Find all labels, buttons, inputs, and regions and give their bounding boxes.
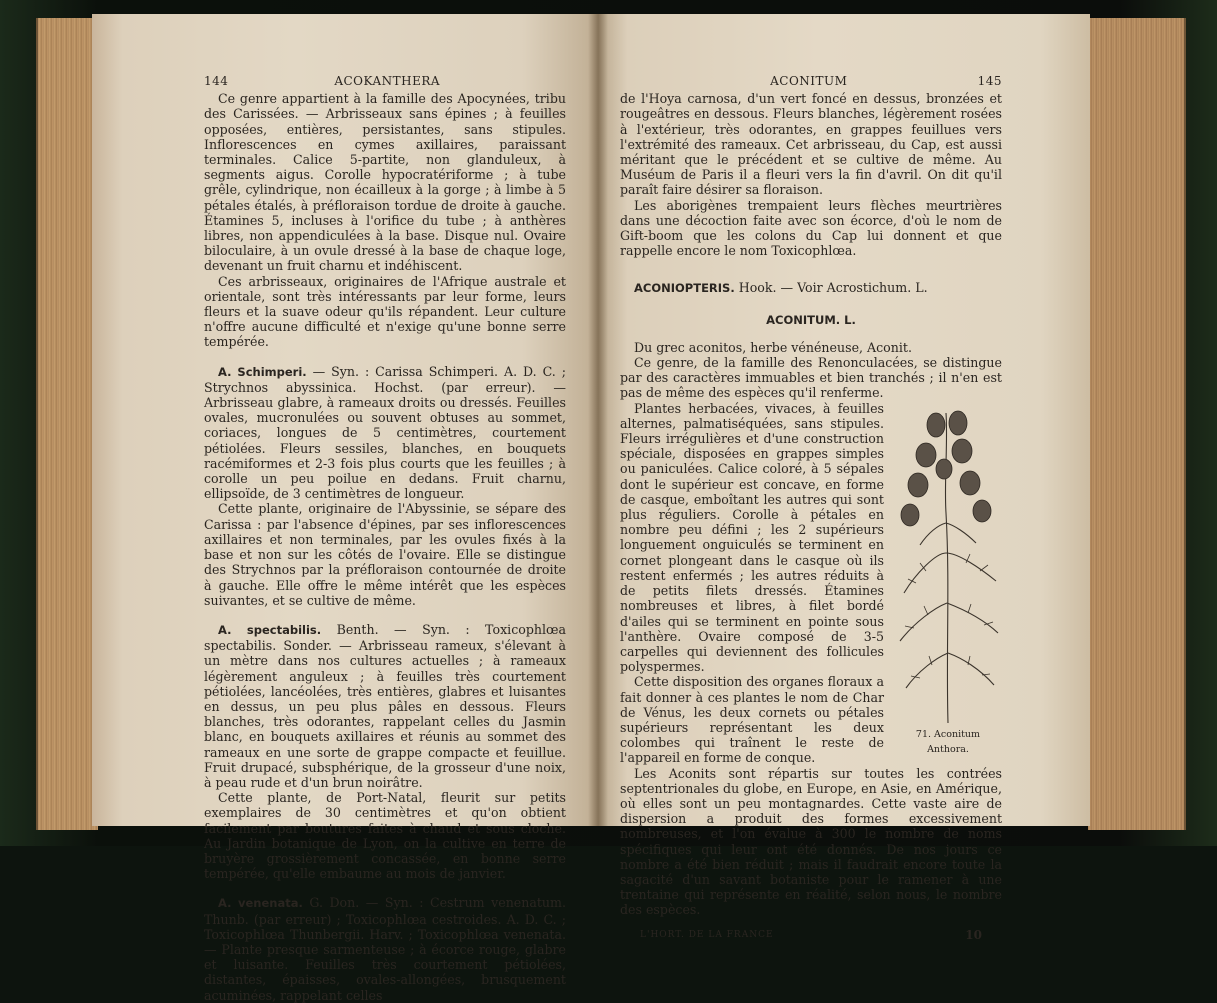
paragraph: Ces arbrisseaux, originaires de l'Afrique australe et orientale, sont très intéressants par leur forme, leurs fleurs et la suave odeur qu'ils répandent. Leur culture n'offre aucune difficulté et n'exige qu'une bonne serre tempérée. [204, 273, 566, 350]
figure-caption: 71. Aconitum Anthora. [915, 728, 981, 755]
paragraph: Cette plante, de Port-Natal, fleurit sur petits exemplaires de 30 centimètres et qu'on obtient facilement par boutures faites à chaud et sous cloche. Au Jardin botanique de Lyon, on la cultive en terre de bruyère grossièrement concassée, en bonne serre tempérée, qu'elle embaume au mois de janvier. [204, 790, 566, 882]
aconitum-illustration [894, 403, 1002, 755]
right-page-header [620, 74, 1002, 89]
species-name: A. venenata. [218, 896, 303, 911]
right-page-number: 145 [977, 74, 1002, 88]
species-name: A. spectabilis. [218, 622, 322, 637]
genre-description: Hook. — Voir Acrostichum. L. [734, 280, 928, 296]
book-edge-right [1088, 18, 1186, 830]
paragraph: Cette plante, originaire de l'Abyssinie, se sépare des Carissa : par l'absence d'épines, par ses inflorescences axillaires et non terminales, par les ovules fixés à la base et non sur les côtés de l'ovaire. Elle se distingue des Strychnos par la préfloraison contournée de droite à gauche. Elle offre le même intérêt que les espèces suivantes, et se cultive de même. [204, 501, 566, 608]
section-heading: ACONITUM. L. [766, 312, 856, 327]
species-entry [204, 895, 566, 1002]
species-name: A. Schimperi. [218, 364, 307, 379]
right-page-title: ACONITUM [770, 74, 848, 88]
signature-number: 10 [965, 927, 982, 942]
paragraph: Cette disposition des organes floraux a fait donner à ces plantes le nom de Char de Vénus, les deux cornets ou pétales supérieurs représentant les deux colombes qui traînent le reste de l'appareil en forme de conque. [620, 674, 884, 766]
paragraph: de l'Hoya carnosa, d'un vert foncé en dessus, bronzées et rougeâtres en dessous. Fleurs blanches, légèrement rosées à l'extérieur, très odorantes, en grappes feuillues vers l'extrémité des rameaux. Cet arbrisseau, du Cap, est aussi méritant que le précédent et se cultive de même. Au Muséum de Paris il a fleuri vers la fin d'avril. On dit qu'il paraît faire désirer sa floraison. [620, 91, 1002, 198]
aconitum-plant-drawing [896, 403, 1000, 725]
left-page [92, 14, 598, 1003]
species-entry [204, 364, 566, 502]
genre-name: ACONIOPTERIS. [634, 281, 735, 296]
paragraph: Du grec aconitos, herbe vénéneuse, Aconit. [634, 339, 912, 355]
paragraph: Les aborigènes trempaient leurs flèches meurtrières dans une décoction faite avec son écorce, d'où le nom de Gift-boom que les colons du Cap lui donnent et que rappelle encore le nom Toxicophlœa. [620, 197, 1002, 259]
species-entry [204, 622, 566, 790]
book-edge-left [36, 18, 98, 830]
left-page-header [204, 74, 566, 89]
species-description: — Syn. : Carissa Schimperi. A. D. C. ; Strychnos abyssinica. Hochst. (par erreur). — Arbrisseau glabre, à rameaux droits ou dressés. Feuilles ovales, mucronulées ou souvent obtuses au sommet, coriaces, longues de 5 centimètres, courtement pétiolées. Fleurs sessiles, blanches, en bouquets racémiformes et 2-3 fois plus courts que les feuilles ; à corolle un peu poilue en dedans. Fruit charnu, ellipsoïde, de 3 centimètres de longueur. [204, 363, 566, 502]
book-gutter [588, 14, 608, 826]
left-page-number: 144 [204, 74, 229, 88]
left-text-column [204, 74, 566, 1003]
footer-signature: L'HORT. DE LA FRANCE [640, 929, 774, 940]
right-page [598, 14, 1090, 942]
right-text-column [620, 74, 1002, 943]
page-footer [620, 928, 1002, 943]
species-description: Benth. — Syn. : Toxicophlœa spectabilis. Sonder. — Arbrisseau rameux, s'élevant à un mètre dans nos cultures actuelles ; à rameaux légèrement anguleux ; à feuilles très courtement pétiolées, lancéolées, très entières, glabres et luisantes en dessus, un peu plus pâles en dessous. Fleurs blanches, très odorantes, rappelant celles du Jasmin blanc, en bouquets axillaires et réunis au sommet des rameaux en une sorte de grappe compacte et feuillue. Fruit drupacé, subsphérique, de la grosseur d'une noix, à peau rude et d'un brun noirâtre. [204, 621, 566, 790]
left-page-title: ACOKANTHERA [334, 74, 441, 88]
genre-entry [620, 280, 1002, 296]
paragraph: Ce genre, de la famille des Renonculacées, se distingue par des caractères immuables et bien tranchés ; il n'en est pas de même des espèces qu'il renferme. [620, 355, 1002, 401]
paragraph: Les Aconits sont répartis sur toutes les contrées septentrionales du globe, en Europe, en Asie, en Amérique, où elles sont un peu montagnardes. Cette vaste aire de dispersion a produit des formes excessivement nombreuses, et l'on évalue à 300 le nombre de noms spécifiques qui leur ont été donnés. De nos jours ce nombre a été bien réduit ; mais il faudrait encore toute la sagacité d'un savant botaniste pour le ramener à une trentaine qui représente en réalité, selon nous, le nombre des espèces. [620, 765, 1002, 918]
paragraph: Plantes herbacées, vivaces, à feuilles alternes, palmatiséquées, sans stipules. Fleurs irrégulières et d'une construction spéciale, disposées en grappes simples ou paniculées. Calice coloré, à 5 sépales dont le supérieur est concave, en forme de casque, emboîtant les autres qui sont plus réguliers. Corolle à pétales en nombre peu défini ; les 2 supérieurs longuement onguiculés se terminent en cornet plongeant dans le casque où ils restent enfermés ; les autres réduits à de petits filets dressés. Étamines nombreuses et libres, à filet bordé d'ailes qui se terminent en pointe sous l'anthère. Ovaire composé de 3-5 carpelles qui deviennent des follicules polyspermes. [620, 400, 884, 675]
paragraph: Ce genre appartient à la famille des Apocynées, tribu des Carissées. — Arbrisseaux sans épines ; à feuilles opposées, entières, persistantes, sans stipules. Inflorescences en cymes axillaires, paraissant terminales. Calice 5-partite, non glanduleux, à segments aigus. Corolle hypocratériforme ; à tube grêle, cylindrique, non écailleux à la gorge ; à limbe à 5 pétales étalés, à préfloraison tordue de droite à gauche. Étamines 5, incluses à l'orifice du tube ; à anthères libres, non appendiculées à la base. Disque nul. Ovaire biloculaire, à un ovule dressé à la base de chaque loge, devenant un fruit charnu et indéhiscent. [204, 91, 566, 274]
species-description: G. Don. — Syn. : Cestrum venenatum. Thunb. (par erreur) ; Toxicophlœa cestroides. A. D. C. ; Toxicophlœa Thunbergii. Harv. ; Toxicophlœa venenata. — Plante presque sarmenteuse ; à écorce rouge, glabre et luisante. Feuilles très courtement pétiolées, distantes, épaisses, ovales-allongées, brusquement acuminées, rappelant celles [204, 895, 566, 1003]
